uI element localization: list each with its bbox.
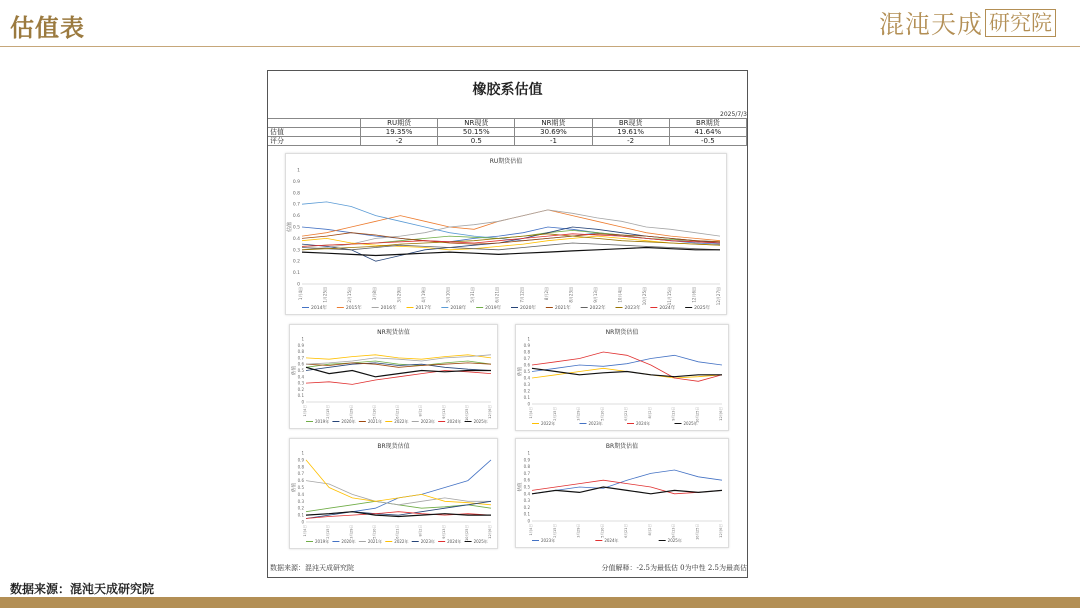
legend-entry: 2024年: [604, 538, 619, 543]
valuation-sheet: [267, 70, 748, 578]
x-tick-label: 6月21日: [395, 525, 400, 539]
x-tick-label: 10月25日: [464, 405, 469, 421]
chart-title: BR现货估值: [377, 443, 410, 450]
y-tick-label: 0.2: [297, 386, 304, 392]
legend-entry: 2025年: [667, 538, 682, 543]
y-tick-label: 0.9: [297, 457, 304, 463]
x-tick-label: 10月4日: [617, 287, 623, 303]
y-axis-label: 估值: [287, 221, 293, 233]
legend-entry: 2023年: [588, 421, 603, 426]
y-tick-label: 0.3: [297, 498, 304, 504]
x-tick-label: 1月4日: [529, 407, 533, 419]
legend-entry: 2021年: [554, 306, 571, 311]
brand-logo: [879, 7, 1056, 39]
x-tick-label: 10月25日: [695, 524, 700, 540]
x-tick-label: 10月25日: [695, 407, 700, 423]
ru-futures-chart-svg: [286, 154, 726, 314]
series-line: [532, 368, 722, 378]
y-tick-label: 0.9: [523, 343, 530, 348]
legend-entry: 2024年: [636, 421, 651, 426]
x-tick-label: 2月15日: [347, 287, 353, 303]
legend-entry: 2022年: [394, 419, 409, 424]
y-tick-label: 0.1: [297, 512, 304, 518]
y-tick-label: 0: [301, 519, 304, 525]
y-tick-label: 0.5: [523, 484, 530, 490]
y-tick-label: 0.9: [292, 179, 300, 185]
legend-entry: 2025年: [473, 539, 488, 544]
x-tick-label: 12月6日: [719, 524, 723, 538]
ru-futures-chart: [285, 153, 727, 315]
br-spot-chart-svg: [290, 439, 497, 548]
series-line: [532, 355, 722, 371]
legend-entry: 2023年: [624, 306, 641, 311]
row-label: 估值: [268, 128, 361, 137]
legend-entry: 2024年: [447, 419, 462, 424]
legend-entry: 2021年: [367, 539, 383, 544]
x-tick-label: 3月29日: [349, 405, 354, 419]
y-tick-label: 0: [297, 282, 300, 288]
legend-entry: 2019年: [485, 306, 502, 311]
y-tick-label: 0.2: [297, 505, 304, 511]
y-tick-label: 0.3: [297, 380, 304, 386]
legend-entry: 2020年: [520, 306, 536, 311]
legend-entry: 2021年: [367, 419, 383, 424]
table-cell: 30.69%: [515, 128, 592, 137]
y-tick-label: 1: [301, 450, 304, 456]
x-tick-label: 8月2日: [647, 524, 652, 536]
legend-entry: 2018年: [450, 306, 467, 311]
series-line: [532, 368, 722, 376]
header-bar: [0, 0, 1080, 47]
table-row: [268, 137, 747, 146]
br-futures-chart-svg: [516, 439, 728, 547]
table-cell: -2: [592, 137, 669, 146]
x-tick-label: 3月29日: [576, 524, 581, 538]
table-cell: 19.61%: [592, 128, 669, 137]
y-tick-label: 0.4: [523, 491, 530, 497]
table-row: [268, 128, 747, 137]
y-tick-label: 0.6: [297, 478, 304, 484]
x-tick-label: 10月25日: [642, 287, 648, 306]
x-tick-label: 5月10日: [372, 405, 377, 419]
chart-title: NR现货估值: [377, 329, 410, 336]
y-tick-label: 0.2: [523, 388, 530, 394]
x-tick-label: 12月6日: [719, 407, 723, 421]
sheet-source-note: 数据来源：混沌天成研究院: [270, 564, 354, 572]
x-tick-label: 1月4日: [303, 525, 307, 537]
y-tick-label: 0.4: [297, 374, 304, 380]
score-explanation: 分值解释：-2.5为最低估 0为中性 2.5为最高估: [601, 564, 747, 572]
x-tick-label: 6月21日: [624, 524, 628, 538]
nr-spot-chart: [289, 324, 498, 429]
x-tick-label: 11月15日: [666, 287, 672, 306]
row-label: 评分: [268, 137, 361, 146]
x-tick-label: 9月13日: [671, 524, 676, 538]
y-tick-label: 0.5: [292, 225, 300, 231]
legend-entry: 2023年: [420, 539, 435, 544]
series-line: [306, 501, 491, 511]
table-header-cell: [268, 119, 361, 128]
logo-main-text: 混沌天成: [878, 10, 983, 39]
br-futures-chart: [515, 438, 729, 548]
x-tick-label: 5月10日: [372, 525, 377, 539]
y-tick-label: 0.2: [523, 504, 530, 510]
y-tick-label: 0.7: [292, 202, 300, 208]
legend-entry: 2022年: [394, 539, 409, 544]
y-tick-label: 0.9: [297, 342, 304, 348]
legend-entry: 2025年: [694, 306, 711, 311]
y-tick-label: 1: [527, 336, 530, 342]
x-tick-label: 8月2日: [418, 525, 423, 537]
y-tick-label: 0.6: [523, 477, 530, 483]
table-cell: -0.5: [669, 137, 746, 146]
y-tick-label: 0.3: [292, 248, 300, 254]
table-cell: 41.64%: [669, 128, 746, 137]
y-tick-label: 0.8: [523, 349, 530, 355]
y-tick-label: 0.8: [292, 191, 300, 197]
table-cell: 19.35%: [361, 128, 438, 137]
x-tick-label: 3月29日: [349, 525, 354, 539]
chart-title: NR期货估值: [605, 329, 639, 336]
x-tick-label: 5月10日: [445, 287, 451, 303]
x-tick-label: 12月6日: [488, 405, 492, 419]
y-tick-label: 0.6: [292, 214, 300, 220]
chart-title: BR期货估值: [605, 443, 639, 450]
legend-entry: 2022年: [589, 306, 606, 311]
x-tick-label: 6月21日: [624, 407, 628, 421]
y-axis-label: 估值: [518, 482, 523, 492]
table-header-cell: NR期货: [515, 119, 592, 128]
table-header-cell: RU期货: [361, 119, 438, 128]
y-tick-label: 0.5: [297, 485, 304, 490]
y-axis-label: 估值: [292, 483, 297, 492]
legend-entry: 2020年: [341, 539, 356, 544]
x-tick-label: 7月12日: [519, 287, 525, 303]
y-tick-label: 0.3: [523, 382, 530, 387]
x-tick-label: 1月4日: [298, 287, 303, 301]
x-tick-label: 1月4日: [303, 405, 307, 417]
y-tick-label: 0: [301, 399, 304, 405]
x-tick-label: 1月25日: [322, 287, 328, 303]
y-tick-label: 0.1: [297, 393, 304, 399]
y-tick-label: 0.8: [297, 349, 304, 355]
y-tick-label: 1: [301, 336, 304, 342]
nr-futures-chart: [515, 324, 729, 431]
legend-entry: 2025年: [473, 419, 488, 424]
y-tick-label: 0.3: [523, 498, 530, 504]
x-tick-label: 3月8日: [371, 287, 377, 301]
y-tick-label: 0.8: [297, 464, 304, 470]
x-tick-label: 8月23日: [568, 287, 574, 303]
x-tick-label: 12月6日: [691, 287, 697, 303]
table-header-cell: NR现货: [438, 119, 515, 128]
x-tick-label: 6月21日: [494, 287, 500, 303]
table-header-cell: BR期货: [669, 119, 746, 128]
series-line: [306, 460, 491, 515]
legend-entry: 2019年: [315, 539, 330, 544]
y-tick-label: 1: [527, 450, 530, 456]
legend-entry: 2015年: [345, 306, 362, 311]
series-line: [306, 481, 491, 505]
bottom-band: [0, 597, 1080, 608]
series-line: [302, 210, 720, 241]
x-tick-label: 10月25日: [464, 525, 469, 541]
x-tick-label: 6月21日: [395, 405, 400, 419]
y-tick-label: 0: [527, 518, 530, 524]
legend-entry: 2024年: [447, 539, 462, 544]
x-tick-label: 3月29日: [576, 407, 581, 421]
y-axis-label: 估值: [518, 367, 523, 376]
br-spot-chart: [289, 438, 498, 549]
y-tick-label: 0.6: [297, 361, 304, 367]
x-tick-label: 2月15日: [552, 524, 557, 538]
page-title: 估值表: [10, 13, 85, 42]
x-tick-label: 2月15日: [326, 405, 331, 419]
y-tick-label: 0.6: [523, 362, 530, 368]
y-tick-label: 0.5: [297, 368, 304, 373]
legend-entry: 2023年: [541, 538, 556, 543]
table-cell: -1: [515, 137, 592, 146]
y-tick-label: 0.1: [523, 395, 530, 400]
x-tick-label: 12月27日: [716, 287, 721, 306]
y-tick-label: 0.4: [292, 236, 300, 242]
table-header-cell: BR现货: [592, 119, 669, 128]
y-tick-label: 1: [297, 168, 300, 174]
legend-entry: 2019年: [315, 419, 330, 424]
y-tick-label: 0.2: [292, 259, 300, 265]
legend-entry: 2023年: [420, 419, 435, 424]
y-axis-label: 估值: [292, 366, 297, 375]
x-tick-label: 9月13日: [593, 287, 599, 303]
y-tick-label: 0.1: [292, 271, 300, 277]
y-tick-label: 0.8: [523, 464, 530, 470]
x-tick-label: 9月13日: [441, 405, 446, 419]
legend-entry: 2017年: [415, 306, 432, 311]
chart-title: RU期货估值: [489, 158, 523, 165]
sheet-title: 橡胶系估值: [472, 82, 543, 98]
nr-spot-chart-svg: [290, 325, 497, 428]
y-tick-label: 0.9: [523, 457, 530, 463]
x-tick-label: 1月4日: [529, 524, 533, 536]
y-tick-label: 0.7: [297, 355, 304, 361]
logo-box-text: 研究院: [985, 9, 1056, 37]
valuation-table: [268, 118, 747, 146]
table-header-row: [268, 119, 747, 128]
y-tick-label: 0.5: [523, 369, 530, 374]
legend-entry: 2022年: [541, 421, 556, 426]
y-tick-label: 0.4: [523, 375, 530, 381]
y-tick-label: 0.4: [297, 491, 304, 497]
y-tick-label: 0.7: [523, 470, 530, 476]
x-tick-label: 9月13日: [441, 525, 446, 539]
table-cell: 50.15%: [438, 128, 515, 137]
x-tick-label: 12月6日: [488, 525, 492, 539]
table-cell: 0.5: [438, 137, 515, 146]
x-tick-label: 2月15日: [552, 407, 557, 421]
x-tick-label: 8月2日: [543, 287, 549, 301]
x-tick-label: 5月31日: [470, 287, 476, 303]
sheet-date: 2025/7/3: [720, 111, 747, 118]
x-tick-label: 4月19日: [420, 287, 426, 303]
y-tick-label: 0.7: [523, 356, 530, 361]
legend-entry: 2014年: [311, 306, 327, 311]
legend-entry: 2024年: [659, 306, 676, 311]
x-tick-label: 9月13日: [671, 407, 676, 421]
x-tick-label: 3月29日: [396, 287, 402, 303]
nr-futures-chart-svg: [516, 325, 728, 430]
x-tick-label: 5月10日: [600, 524, 605, 538]
legend-entry: 2020年: [341, 419, 356, 424]
x-tick-label: 5月10日: [600, 407, 605, 421]
legend-entry: 2025年: [683, 421, 698, 426]
y-tick-label: 0.1: [523, 511, 530, 517]
table-cell: -2: [361, 137, 438, 146]
x-tick-label: 8月2日: [647, 407, 652, 419]
y-tick-label: 0.7: [297, 471, 304, 477]
legend-entry: 2016年: [380, 306, 397, 311]
x-tick-label: 8月2日: [418, 405, 423, 417]
y-tick-label: 0: [527, 401, 530, 407]
x-tick-label: 2月15日: [326, 525, 331, 539]
slide-source-note: 数据来源：混沌天成研究院: [10, 582, 155, 596]
